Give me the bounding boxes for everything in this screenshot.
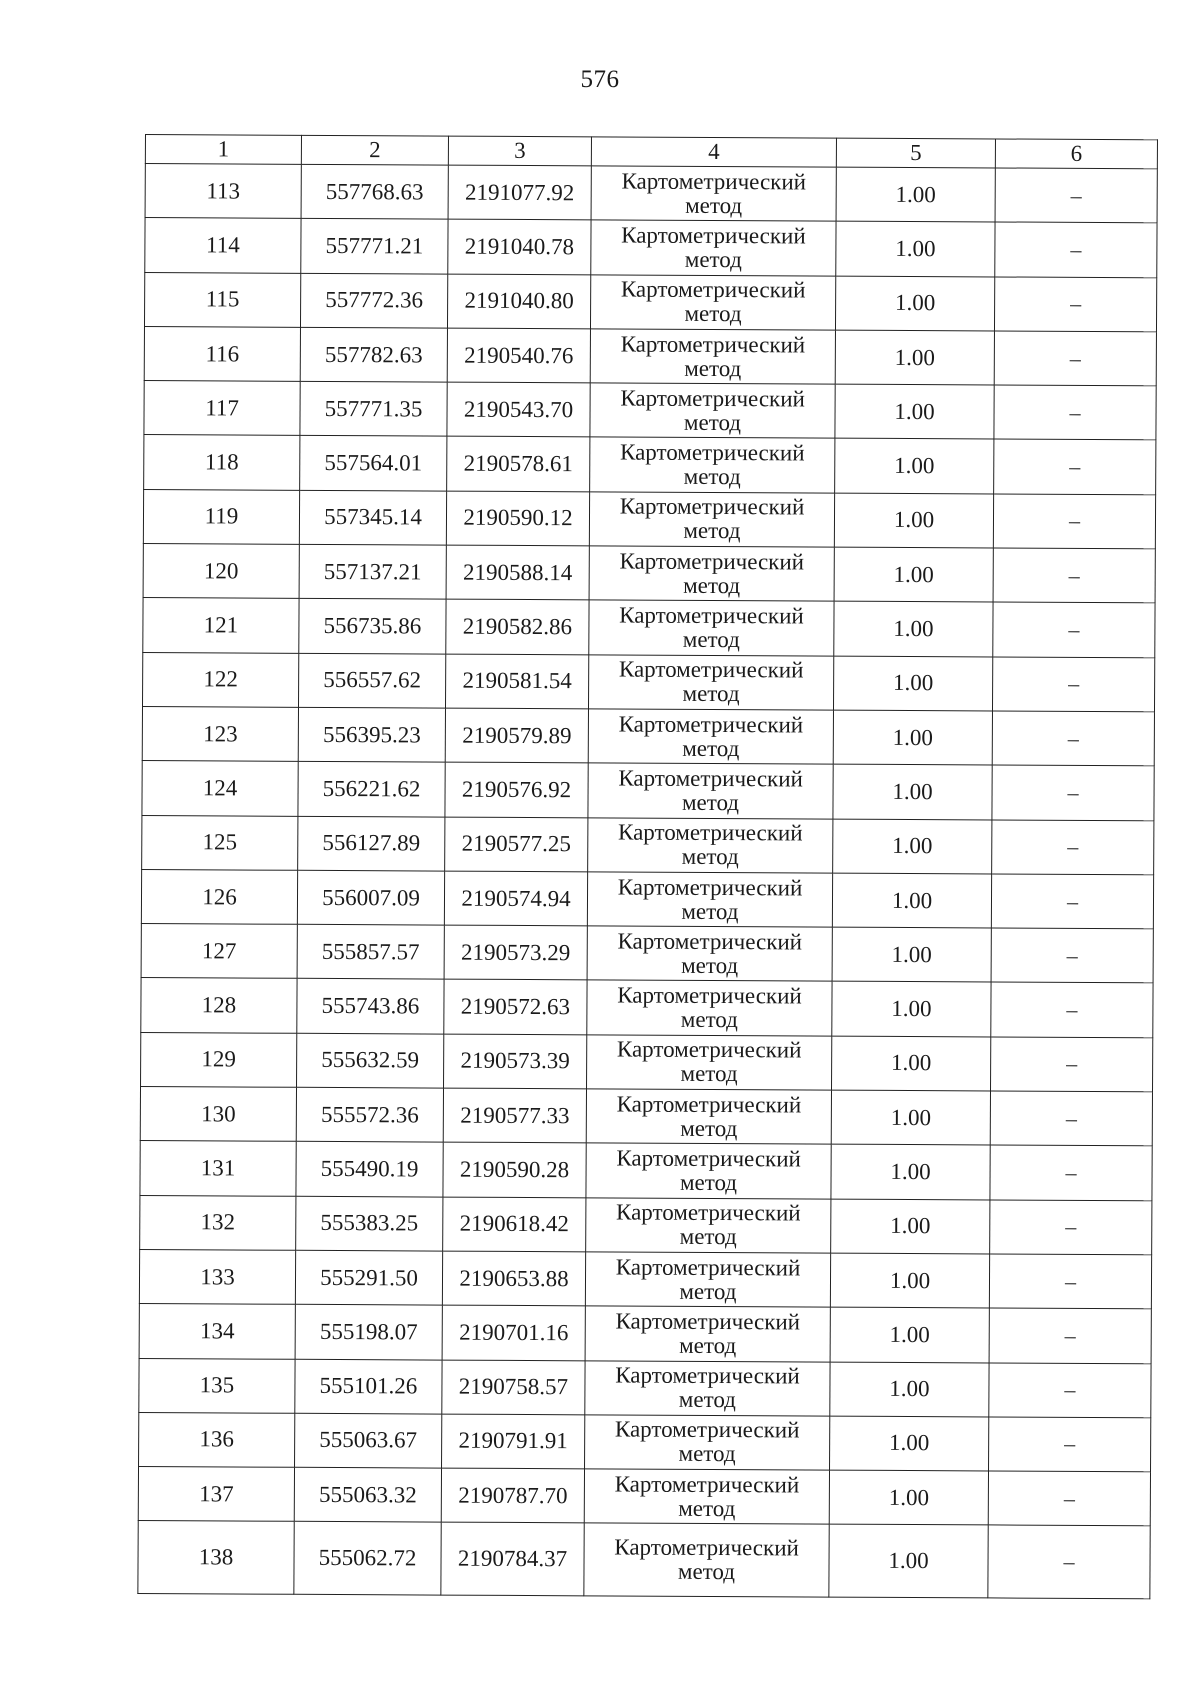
accuracy-cell: 1.00 [830, 1416, 989, 1471]
accuracy-cell: 1.00 [832, 873, 991, 928]
method-word: метод [682, 626, 740, 653]
note-cell: – [992, 820, 1154, 875]
method-word: Картометрический [616, 1036, 802, 1063]
method-word: Картометрический [619, 602, 804, 629]
table-row [145, 218, 1157, 278]
y-coordinate-cell: 2190573.39 [444, 1034, 587, 1089]
y-coordinate-cell: 2190577.25 [445, 817, 588, 872]
accuracy-cell: 1.00 [834, 547, 993, 602]
accuracy-cell: 1.00 [831, 1199, 990, 1254]
table-row [142, 706, 1154, 766]
y-coordinate-cell: 2190540.76 [447, 328, 590, 383]
table-row [142, 761, 1154, 821]
method-cell [587, 1035, 832, 1091]
table-row [142, 815, 1154, 875]
point-number-cell: 118 [144, 435, 300, 490]
accuracy-cell: 1.00 [831, 1090, 990, 1145]
point-number-cell: 120 [143, 544, 299, 599]
column-header: 4 [591, 137, 836, 167]
x-coordinate-cell: 555291.50 [295, 1250, 442, 1305]
method-cell [585, 1306, 830, 1362]
point-number-cell: 116 [144, 326, 300, 381]
point-number-cell: 113 [145, 164, 301, 219]
x-coordinate-cell: 557137.21 [299, 544, 446, 599]
method-word: Картометрический [617, 982, 802, 1009]
x-coordinate-cell: 555743.86 [297, 979, 444, 1034]
method-word: метод [683, 572, 741, 598]
accuracy-cell: 1.00 [835, 384, 994, 439]
method-cell [589, 492, 834, 548]
method-cell [587, 980, 832, 1036]
method-cell [584, 1469, 829, 1525]
point-number-cell: 132 [140, 1195, 296, 1250]
method-word: Картометрический [621, 168, 807, 195]
note-cell: – [991, 928, 1153, 983]
method-word: Картометрический [614, 1416, 800, 1443]
note-cell: – [994, 385, 1156, 440]
coordinates-table [137, 134, 1158, 1600]
method-word: метод [678, 1495, 736, 1521]
note-cell: – [989, 1254, 1151, 1309]
accuracy-cell: 1.00 [835, 330, 994, 385]
note-cell: – [994, 331, 1156, 386]
method-word: метод [679, 1169, 738, 1196]
y-coordinate-cell: 2190578.61 [447, 437, 590, 492]
accuracy-cell: 1.00 [830, 1362, 989, 1417]
table-row [145, 164, 1157, 224]
method-word: метод [680, 1006, 738, 1033]
x-coordinate-cell: 555383.25 [296, 1196, 443, 1251]
method-word: метод [682, 681, 740, 707]
y-coordinate-cell: 2190653.88 [442, 1251, 585, 1306]
method-word: Картометрический [618, 819, 803, 846]
table-row [144, 272, 1156, 332]
note-cell: – [994, 439, 1156, 494]
y-coordinate-cell: 2190579.89 [445, 708, 588, 763]
table-row [139, 1249, 1151, 1309]
method-word: метод [684, 355, 742, 381]
accuracy-cell: 1.00 [836, 167, 995, 222]
method-word: Картометрический [621, 222, 806, 249]
method-word: Картометрический [619, 548, 805, 575]
accuracy-cell: 1.00 [833, 710, 992, 765]
accuracy-cell: 1.00 [836, 221, 995, 276]
method-word: метод [681, 789, 740, 816]
method-cell [591, 166, 836, 222]
x-coordinate-cell: 555063.32 [294, 1467, 441, 1522]
y-coordinate-cell: 2190758.57 [442, 1360, 585, 1415]
x-coordinate-cell: 557564.01 [300, 436, 447, 491]
point-number-cell: 114 [145, 218, 301, 273]
accuracy-cell: 1.00 [835, 439, 994, 494]
x-coordinate-cell: 555063.67 [295, 1413, 442, 1468]
method-word: метод [677, 1559, 736, 1585]
note-cell: – [993, 494, 1155, 549]
y-coordinate-cell: 2190573.29 [444, 925, 587, 980]
note-cell: – [989, 1308, 1151, 1363]
accuracy-cell: 1.00 [834, 493, 993, 548]
accuracy-cell: 1.00 [829, 1525, 988, 1599]
point-number-cell: 125 [142, 815, 298, 870]
table-row [139, 1412, 1151, 1472]
point-number-cell: 122 [143, 652, 299, 707]
method-cell [589, 546, 834, 602]
y-coordinate-cell: 2190576.92 [445, 762, 588, 817]
table-row [140, 1141, 1152, 1201]
point-number-cell: 138 [138, 1521, 294, 1595]
method-word: Картометрический [616, 1091, 802, 1118]
x-coordinate-cell: 556221.62 [298, 762, 445, 817]
method-word: Картометрический [615, 1308, 801, 1335]
point-number-cell: 126 [141, 869, 297, 924]
note-cell: – [991, 982, 1153, 1037]
point-number-cell: 129 [141, 1032, 297, 1087]
x-coordinate-cell: 557768.63 [301, 164, 448, 219]
point-number-cell: 117 [144, 381, 300, 436]
method-cell [585, 1360, 830, 1416]
note-cell: – [989, 1417, 1151, 1472]
note-cell: – [994, 277, 1156, 332]
method-cell [591, 220, 836, 276]
x-coordinate-cell: 557771.21 [301, 219, 448, 274]
accuracy-cell: 1.00 [832, 927, 991, 982]
note-cell: – [995, 222, 1157, 277]
accuracy-cell: 1.00 [831, 1144, 990, 1199]
y-coordinate-cell: 2190543.70 [447, 382, 590, 437]
accuracy-cell: 1.00 [832, 982, 991, 1037]
point-number-cell: 130 [140, 1087, 296, 1142]
accuracy-cell: 1.00 [830, 1307, 989, 1362]
method-cell [590, 383, 835, 439]
x-coordinate-cell: 556395.23 [298, 707, 445, 762]
method-cell [588, 763, 833, 819]
page-number: 576 [580, 66, 620, 93]
accuracy-cell: 1.00 [832, 1036, 991, 1091]
point-number-cell: 133 [139, 1249, 295, 1304]
x-coordinate-cell: 556127.89 [298, 816, 445, 871]
y-coordinate-cell: 2190590.28 [443, 1142, 586, 1197]
method-word: метод [680, 1061, 738, 1087]
note-cell: – [992, 711, 1154, 766]
method-word: метод [681, 844, 739, 870]
method-word: Картометрический [616, 1145, 801, 1172]
y-coordinate-cell: 2190581.54 [445, 654, 588, 709]
method-word: Картометрический [617, 873, 803, 900]
method-word: Картометрический [618, 711, 804, 738]
note-cell: – [990, 1091, 1152, 1146]
note-cell: – [992, 765, 1154, 820]
x-coordinate-cell: 555101.26 [295, 1359, 442, 1414]
accuracy-cell: 1.00 [833, 819, 992, 874]
method-word: метод [684, 301, 742, 327]
y-coordinate-cell: 2190588.14 [446, 545, 589, 600]
y-coordinate-cell: 2190572.63 [444, 980, 587, 1035]
column-header: 6 [995, 139, 1157, 169]
method-word: метод [683, 463, 741, 490]
note-cell: – [993, 602, 1155, 657]
method-cell [588, 655, 833, 711]
method-word: метод [681, 952, 739, 978]
table-row [138, 1467, 1150, 1527]
point-number-cell: 119 [143, 489, 299, 544]
method-cell [587, 926, 832, 982]
method-word: Картометрический [618, 765, 803, 792]
table-row [143, 489, 1155, 549]
method-cell [585, 1252, 830, 1308]
method-word: метод [678, 1386, 736, 1413]
table-row [144, 381, 1156, 441]
method-cell [586, 1197, 831, 1253]
x-coordinate-cell: 556007.09 [297, 870, 444, 925]
y-coordinate-cell: 2190577.33 [443, 1088, 586, 1143]
accuracy-cell: 1.00 [830, 1253, 989, 1308]
x-coordinate-cell: 557345.14 [299, 490, 446, 545]
note-cell: – [991, 1037, 1153, 1092]
method-cell [590, 329, 835, 385]
note-cell: – [992, 657, 1154, 712]
method-cell [590, 437, 835, 493]
method-word: метод [679, 1224, 737, 1250]
method-word: метод [684, 246, 742, 273]
point-number-cell: 127 [141, 924, 297, 979]
point-number-cell: 136 [139, 1412, 295, 1467]
y-coordinate-cell: 2190582.86 [446, 599, 589, 654]
accuracy-cell: 1.00 [835, 276, 994, 331]
point-number-cell: 135 [139, 1358, 295, 1413]
point-number-cell: 128 [141, 978, 297, 1033]
method-word: метод [679, 1332, 737, 1358]
point-number-cell: 137 [138, 1467, 294, 1522]
method-word: Картометрический [615, 1254, 801, 1281]
table-row [143, 598, 1155, 658]
note-cell: – [990, 1200, 1152, 1255]
table-row [140, 1195, 1152, 1255]
method-cell [585, 1415, 830, 1471]
method-word: метод [682, 735, 740, 761]
point-number-cell: 123 [142, 706, 298, 761]
table-body [138, 164, 1157, 1600]
point-number-cell: 124 [142, 761, 298, 816]
method-word: метод [678, 1441, 736, 1467]
accuracy-cell: 1.00 [829, 1470, 988, 1525]
method-cell [586, 1089, 831, 1145]
x-coordinate-cell: 557772.36 [300, 273, 447, 328]
x-coordinate-cell: 556735.86 [299, 599, 446, 654]
note-cell: – [988, 1525, 1150, 1599]
method-cell [588, 817, 833, 873]
point-number-cell: 121 [143, 598, 299, 653]
table-row [140, 1087, 1152, 1147]
y-coordinate-cell: 2191040.78 [448, 219, 591, 274]
x-coordinate-cell: 555572.36 [296, 1087, 443, 1142]
method-word: метод [683, 518, 741, 544]
method-word: Картометрический [620, 385, 805, 412]
column-header: 5 [836, 138, 995, 168]
table-row [141, 869, 1153, 929]
y-coordinate-cell: 2190701.16 [442, 1305, 585, 1360]
method-word: Картометрический [614, 1534, 799, 1561]
column-header: 1 [145, 135, 301, 165]
note-cell: – [991, 874, 1153, 929]
y-coordinate-cell: 2190791.91 [442, 1414, 585, 1469]
table-row [138, 1521, 1150, 1599]
method-cell [590, 274, 835, 330]
point-number-cell: 131 [140, 1141, 296, 1196]
method-word: Картометрический [616, 1199, 801, 1226]
accuracy-cell: 1.00 [833, 656, 992, 711]
method-word: Картометрический [617, 928, 803, 955]
method-word: Картометрический [620, 331, 806, 357]
table-row [144, 326, 1156, 386]
method-word: Картометрический [619, 493, 805, 520]
note-cell: – [988, 1471, 1150, 1526]
accuracy-cell: 1.00 [834, 601, 993, 656]
method-word: Картометрический [620, 439, 805, 466]
table-row [144, 435, 1156, 495]
method-word: метод [683, 409, 742, 435]
method-word: метод [681, 898, 739, 924]
y-coordinate-cell: 2190787.70 [441, 1468, 584, 1523]
x-coordinate-cell: 555857.57 [297, 924, 444, 979]
point-number-cell: 115 [144, 272, 300, 327]
table-row [139, 1304, 1151, 1364]
table-row [143, 544, 1155, 604]
method-cell [588, 709, 833, 765]
note-cell: – [990, 1145, 1152, 1200]
method-word: метод [680, 1115, 738, 1141]
x-coordinate-cell: 557771.35 [300, 382, 447, 437]
y-coordinate-cell: 2190590.12 [446, 491, 589, 546]
x-coordinate-cell: 557782.63 [300, 327, 447, 382]
method-cell [589, 600, 834, 656]
method-word: Картометрический [620, 276, 806, 303]
method-cell [587, 872, 832, 928]
y-coordinate-cell: 2190618.42 [443, 1197, 586, 1252]
x-coordinate-cell: 555198.07 [295, 1305, 442, 1360]
note-cell: – [993, 548, 1155, 603]
method-word: Картометрический [615, 1362, 800, 1389]
accuracy-cell: 1.00 [833, 764, 992, 819]
y-coordinate-cell: 2191040.80 [447, 274, 590, 329]
x-coordinate-cell: 555062.72 [294, 1522, 441, 1596]
table-row [143, 652, 1155, 712]
note-cell: – [995, 168, 1157, 223]
method-word: метод [679, 1278, 737, 1304]
x-coordinate-cell: 555490.19 [296, 1142, 443, 1197]
y-coordinate-cell: 2190784.37 [441, 1522, 584, 1596]
table-row [139, 1358, 1151, 1418]
method-cell [586, 1143, 831, 1199]
y-coordinate-cell: 2190574.94 [444, 871, 587, 926]
note-cell: – [989, 1362, 1151, 1417]
table-row [141, 978, 1153, 1038]
table-row [141, 1032, 1153, 1092]
column-header: 2 [301, 135, 448, 165]
point-number-cell: 134 [139, 1304, 295, 1359]
method-word: Картометрический [614, 1471, 800, 1498]
x-coordinate-cell: 556557.62 [299, 653, 446, 708]
column-header: 3 [448, 136, 591, 166]
y-coordinate-cell: 2191077.92 [448, 165, 591, 220]
method-word: Картометрический [618, 656, 804, 683]
method-cell [584, 1523, 829, 1597]
method-word: метод [685, 192, 743, 218]
x-coordinate-cell: 555632.59 [297, 1033, 444, 1088]
table-row [141, 924, 1153, 984]
